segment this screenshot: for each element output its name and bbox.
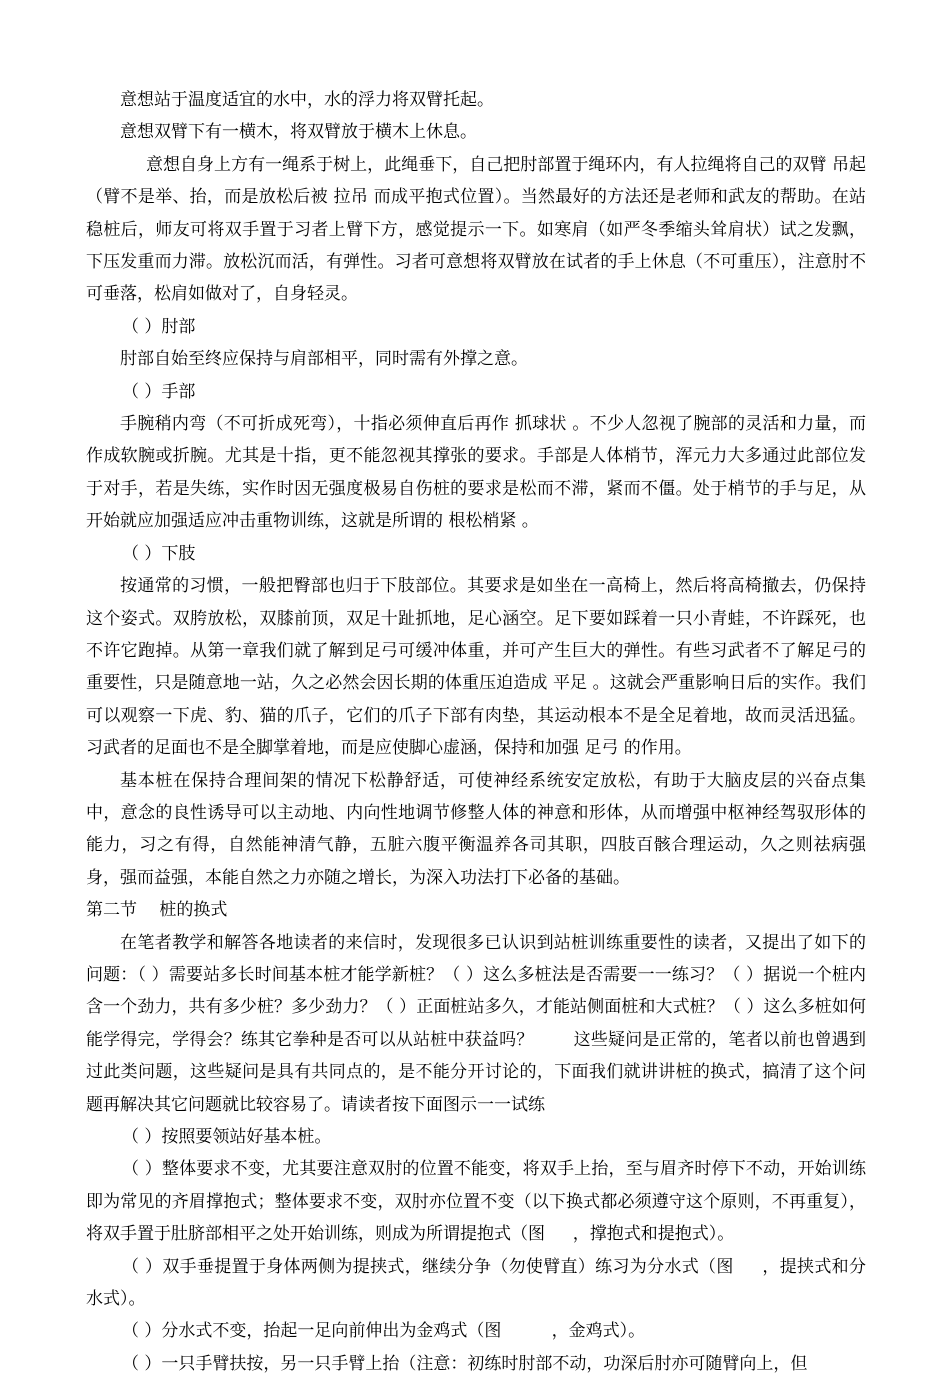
paragraph-reader-questions: 在笔者教学和解答各地读者的来信时，发现很多已认识到站桩训练重要性的读者，又提出了如下的问题：（ ）需要站多长时间基本桩才能学新桩？（ ）这么多桩法是否需要一一练习？（ ）据说一个桩内含一个劲力，共有多少桩？多少劲力？（ ）正面桩站多久，才能站侧面桩和大式桩？（ ）这么多桩如何能学得完，学得会？练其它拳种是否可以从站桩中获益吗？ 这些疑问是正常的，笔者以前也曾遇到过此类问题，这些疑问是具有共同点的，是不能分开讨论的，下面我们就讲讲桩的换式，搞清了这个问题再解决其它问题就比较容易了。请读者按下面图示一一试练 (86, 932, 866, 1115)
step-brow-and-lift-embrace: （ ）整体要求不变，尤其要注意双肘的位置不能变，将双手上抬，至与眉齐时停下不动，开始训练即为常见的齐眉撑抱式；整体要求不变，双肘亦位置不变（以下换式都必须遵守这个原则，不再重复），将双手置于肚脐部相平之处开始训练，则成为所谓提抱式（图 ，撑抱式和提抱式）。 (86, 1159, 866, 1245)
paragraph-rope-imagery: 意想自身上方有一绳系于树上，此绳垂下，自己把肘部置于绳环内，有人拉绳将自己的双臂 吊起 （臂不是举、抬，而是放松后被 拉吊 而成平抱式位置）。当然最好的方法还是老师和武友的帮助。在站稳桩后，师友可将双手置于习者上臂下方，感觉提示一下。如寒肩（如严冬季缩头耸肩状）试之发飘，下压发重而力滞。放松沉而活，有弹性。习者可意想将双臂放在试者的手上休息（不可重压），注意肘不可垂落，松肩如做对了，自身轻灵。 (86, 154, 866, 305)
step-basic-stance: （ ）按照要领站好基本桩。 (122, 1127, 332, 1147)
step-golden-rooster: （ ）分水式不变，抬起一足向前伸出为金鸡式（图 ，金鸡式）。 (122, 1321, 646, 1342)
step-one-arm-press: （ ）一只手臂扶按，另一只手臂上抬（注意：初练时肘部不动，功深后肘亦可随臂向上，但 (122, 1353, 808, 1374)
section-heading-hand: （ ）手部 (122, 381, 196, 402)
document-page (86, 84, 866, 1380)
section-heading-elbow: （ ）肘部 (122, 316, 196, 337)
paragraph-crossbar-imagery: 意想双臂下有一横木，将双臂放于横木上休息。 (120, 122, 477, 143)
paragraph-lower-limbs: 按通常的习惯，一般把臀部也归于下肢部位。其要求是如坐在一高椅上，然后将高椅撤去，仍保持这个姿式。双胯放松，双膝前顶，双足十趾抓地，足心涵空。足下要如踩着一只小青蛙，不许踩死，也不许它跑掉。从第一章我们就了解到足弓可缓冲体重，并可产生巨大的弹性。有些习武者不了解足弓的重要性，只是随意地一站，久之必然会因长期的体重压迫造成 平足 。这就会严重影响日后的实作。我们可以观察一下虎、豹、猫的爪子，它们的爪子下部有肉垫，其运动根本不是全足着地，故而灵活迅猛。习武者的足面也不是全脚掌着地，而是应使脚心虚涵，保持和加强 足弓 的作用。 (86, 576, 866, 759)
section-title-stance-change: 第二节 桩的换式 (86, 900, 228, 921)
paragraph-basic-stance-benefits: 基本桩在保持合理间架的情况下松静舒适，可使神经系统安定放松，有助于大脑皮层的兴奋点集中，意念的良性诱导可以主动地、内向性地调节修整人体的神意和形体，从而增强中枢神经驾驭形体的能力，习之有得，自然能神清气静，五脏六腹平衡温养各司其职，四肢百骸合理运动，久之则祛病强身，强而益强，本能自然之力亦随之增长，为深入功法打下必备的基础。 (86, 770, 866, 888)
paragraph-hand: 手腕稍内弯（不可折成死弯），十指必须伸直后再作 抓球状 。不少人忽视了腕部的灵活和力量，而作成软腕或折腕。尤其是十指，更不能忽视其撑张的要求。手部是人体梢节，浑元力大多通过此部位发于对手，若是失练，实作时因无强度极易自伤桩的要求是松而不滞，紧而不僵。处于梢节的手与足，从开始就应加强适应冲击重物训练，这就是所谓的 根松梢紧 。 (86, 414, 866, 532)
paragraph-elbow: 肘部自始至终应保持与肩部相平，同时需有外撑之意。 (120, 349, 528, 370)
step-lift-and-water-parting: （ ）双手垂提置于身体两侧为提挟式，继续分争（勿使臂直）练习为分水式（图 ，提挟式和分水式）。 (86, 1256, 866, 1310)
section-heading-lower-limbs: （ ）下肢 (122, 543, 196, 564)
paragraph-water-imagery: 意想站于温度适宜的水中，水的浮力将双臂托起。 (120, 90, 494, 110)
